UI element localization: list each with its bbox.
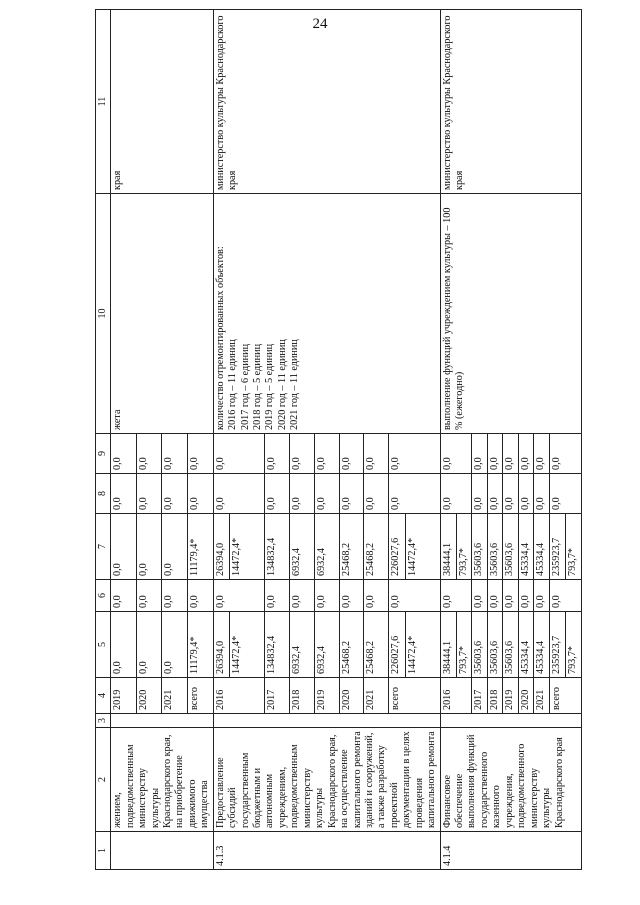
cont-result: жета xyxy=(111,194,214,434)
value-c8: 0,0 xyxy=(503,474,518,514)
col-header-3: 3 xyxy=(96,714,111,728)
year-cell: 2018 xyxy=(487,678,502,714)
value-c8: 0,0 xyxy=(440,474,472,514)
row-executor: министерство культуры Краснодарского края xyxy=(440,10,581,194)
value-c6: 0,0 xyxy=(389,580,440,612)
year-cell-total: всего xyxy=(389,678,440,714)
year-cell: 2021 xyxy=(364,678,389,714)
value-c7: 35603,6 xyxy=(487,514,502,580)
value-c7: 0,0 xyxy=(136,514,162,580)
value-c5: 134832,4 xyxy=(264,612,289,678)
value-c6: 0,0 xyxy=(264,580,289,612)
value-c9: 0,0 xyxy=(289,434,314,474)
value-c7: 35603,6 xyxy=(472,514,487,580)
result-line: 2020 год – 11 единиц xyxy=(276,339,288,430)
result-line: 2017 год – 6 единиц xyxy=(239,343,251,430)
value-c7: 38444,1 793,7* xyxy=(440,514,472,580)
value-c6: 0,0 xyxy=(518,580,533,612)
col-header-4: 4 xyxy=(96,678,111,714)
value-c8: 0,0 xyxy=(487,474,502,514)
value-c9: 0,0 xyxy=(314,434,339,474)
col-header-11: 11 xyxy=(96,10,111,194)
row-col3 xyxy=(213,714,440,728)
col-header-10: 10 xyxy=(96,194,111,434)
year-cell: 2020 xyxy=(136,678,162,714)
value-c9: 0,0 xyxy=(549,434,581,474)
col-header-8: 8 xyxy=(96,474,111,514)
value-c6: 0,0 xyxy=(534,580,549,612)
value-c6: 0,0 xyxy=(213,580,264,612)
value-c5: 35603,6 xyxy=(487,612,502,678)
value-c5: 0,0 xyxy=(136,612,162,678)
row-description: Финансовое обеспечение выполнения функций государственного казенного учреждения, подведомственного министерству культуры Краснодарского края xyxy=(440,728,581,832)
value-c7: 11179,4* xyxy=(188,514,214,580)
value-c9: 0,0 xyxy=(111,434,137,474)
cont-num-cell xyxy=(111,832,214,870)
value-c7: 226027,6 14472,4* xyxy=(389,514,440,580)
row-number: 4.1.3 xyxy=(213,832,440,870)
value-c9: 0,0 xyxy=(188,434,214,474)
cont-description: жением, подведомственным министерству культуры Краснодарского края, на приобретение движимого имущества xyxy=(111,728,214,832)
value-c7: 45334,4 xyxy=(534,514,549,580)
program-activities-table xyxy=(95,9,582,870)
value-c8: 0,0 xyxy=(549,474,581,514)
value-c7: 45334,4 xyxy=(518,514,533,580)
result-line: 2021 год – 11 единиц xyxy=(289,339,301,430)
col-header-9: 9 xyxy=(96,434,111,474)
value-c6: 0,0 xyxy=(472,580,487,612)
value-c8: 0,0 xyxy=(364,474,389,514)
value-c8: 0,0 xyxy=(289,474,314,514)
value-c5: 0,0 xyxy=(162,612,188,678)
column-number-row xyxy=(96,10,111,870)
value-c7: 0,0 xyxy=(162,514,188,580)
value-c6: 0,0 xyxy=(503,580,518,612)
table-row xyxy=(440,10,472,870)
value-c5: 35603,6 xyxy=(472,612,487,678)
value-c7: 6932,4 xyxy=(314,514,339,580)
year-cell: 2016 xyxy=(440,678,472,714)
value-c6: 0,0 xyxy=(549,580,581,612)
value-c7: 26394,0 14472,4* xyxy=(213,514,264,580)
col-header-2: 2 xyxy=(96,728,111,832)
value-c5: 25468,2 xyxy=(339,612,364,678)
value-c8: 0,0 xyxy=(136,474,162,514)
result-line: 2019 год – 5 единиц xyxy=(264,343,276,430)
result-line: количество отремонтированных объектов: xyxy=(214,246,226,430)
value-c7: 0,0 xyxy=(111,514,137,580)
rotated-table-wrapper xyxy=(95,15,579,870)
value-c5: 235923,7 793,7* xyxy=(549,612,581,678)
value-c6: 0,0 xyxy=(289,580,314,612)
value-c8: 0,0 xyxy=(339,474,364,514)
value-c6: 0,0 xyxy=(364,580,389,612)
value-c5: 6932,4 xyxy=(314,612,339,678)
value-c8: 0,0 xyxy=(472,474,487,514)
value-c7: 235923,7 793,7* xyxy=(549,514,581,580)
year-cell: 2019 xyxy=(111,678,137,714)
row-description: Предоставление субсидий государственным бюджетным и автономным учреждениям, подведомственным министерству культуры Краснодарского края, на осуществление капитального ремонта зданий и сооружений, а также разработку проектной документации в целях проведения капитального ремонта xyxy=(213,728,440,832)
value-c8: 0,0 xyxy=(264,474,289,514)
row-result xyxy=(213,194,440,434)
value-c6: 0,0 xyxy=(339,580,364,612)
row-executor: министерство культуры Краснодарского края xyxy=(213,10,440,194)
value-c6: 0,0 xyxy=(440,580,472,612)
value-c9: 0,0 xyxy=(534,434,549,474)
value-c5: 26394,0 14472,4* xyxy=(213,612,264,678)
col-header-7: 7 xyxy=(96,514,111,580)
col-header-6: 6 xyxy=(96,580,111,612)
row-col3 xyxy=(440,714,581,728)
value-c9: 0,0 xyxy=(339,434,364,474)
value-c7: 35603,6 xyxy=(503,514,518,580)
page-number: 24 xyxy=(312,16,328,32)
value-c8: 0,0 xyxy=(111,474,137,514)
year-cell: 2021 xyxy=(162,678,188,714)
value-c6: 0,0 xyxy=(314,580,339,612)
value-c6: 0,0 xyxy=(136,580,162,612)
table-row xyxy=(213,10,264,870)
value-c6: 0,0 xyxy=(487,580,502,612)
year-cell: 2017 xyxy=(472,678,487,714)
year-cell: 2020 xyxy=(518,678,533,714)
table-row xyxy=(111,10,137,870)
year-cell: 2016 xyxy=(213,678,264,714)
value-c9: 0,0 xyxy=(136,434,162,474)
value-c8: 0,0 xyxy=(389,474,440,514)
value-c9: 0,0 xyxy=(518,434,533,474)
row-number: 4.1.4 xyxy=(440,832,581,870)
value-c9: 0,0 xyxy=(472,434,487,474)
value-c8: 0,0 xyxy=(518,474,533,514)
value-c5: 45334,4 xyxy=(534,612,549,678)
value-c5: 6932,4 xyxy=(289,612,314,678)
row-result: выполнение функций учреждением культуры – 100 % (ежегодно) xyxy=(440,194,581,434)
cont-executor: края xyxy=(111,10,214,194)
value-c7: 25468,2 xyxy=(364,514,389,580)
col-header-1: 1 xyxy=(96,832,111,870)
value-c9: 0,0 xyxy=(389,434,440,474)
year-cell-total: всего xyxy=(549,678,581,714)
value-c8: 0,0 xyxy=(314,474,339,514)
value-c8: 0,0 xyxy=(162,474,188,514)
value-c8: 0,0 xyxy=(188,474,214,514)
year-cell: 2019 xyxy=(503,678,518,714)
year-cell: 2017 xyxy=(264,678,289,714)
value-c6: 0,0 xyxy=(111,580,137,612)
result-line: 2018 год – 5 единиц xyxy=(252,343,263,430)
year-cell: 2021 xyxy=(534,678,549,714)
value-c5: 35603,6 xyxy=(503,612,518,678)
year-cell: 2020 xyxy=(339,678,364,714)
result-line: 2016 год – 11 единиц xyxy=(227,339,239,430)
value-c9: 0,0 xyxy=(503,434,518,474)
value-c6: 0,0 xyxy=(188,580,214,612)
value-c9: 0,0 xyxy=(364,434,389,474)
cont-col3 xyxy=(111,714,214,728)
value-c9: 0,0 xyxy=(440,434,472,474)
value-c9: 0,0 xyxy=(162,434,188,474)
value-c7: 25468,2 xyxy=(339,514,364,580)
value-c9: 0,0 xyxy=(487,434,502,474)
value-c9: 0,0 xyxy=(213,434,264,474)
value-c5: 38444,1 793,7* xyxy=(440,612,472,678)
year-cell: 2019 xyxy=(314,678,339,714)
value-c5: 226027,6 14472,4* xyxy=(389,612,440,678)
value-c5: 25468,2 xyxy=(364,612,389,678)
document-sheet xyxy=(95,15,579,870)
value-c9: 0,0 xyxy=(264,434,289,474)
value-c6: 0,0 xyxy=(162,580,188,612)
value-c5: 45334,4 xyxy=(518,612,533,678)
value-c5: 11179,4* xyxy=(188,612,214,678)
year-cell-total: всего xyxy=(188,678,214,714)
value-c8: 0,0 xyxy=(213,474,264,514)
value-c8: 0,0 xyxy=(534,474,549,514)
year-cell: 2018 xyxy=(289,678,314,714)
col-header-5: 5 xyxy=(96,612,111,678)
value-c7: 6932,4 xyxy=(289,514,314,580)
value-c5: 0,0 xyxy=(111,612,137,678)
value-c7: 134832,4 xyxy=(264,514,289,580)
